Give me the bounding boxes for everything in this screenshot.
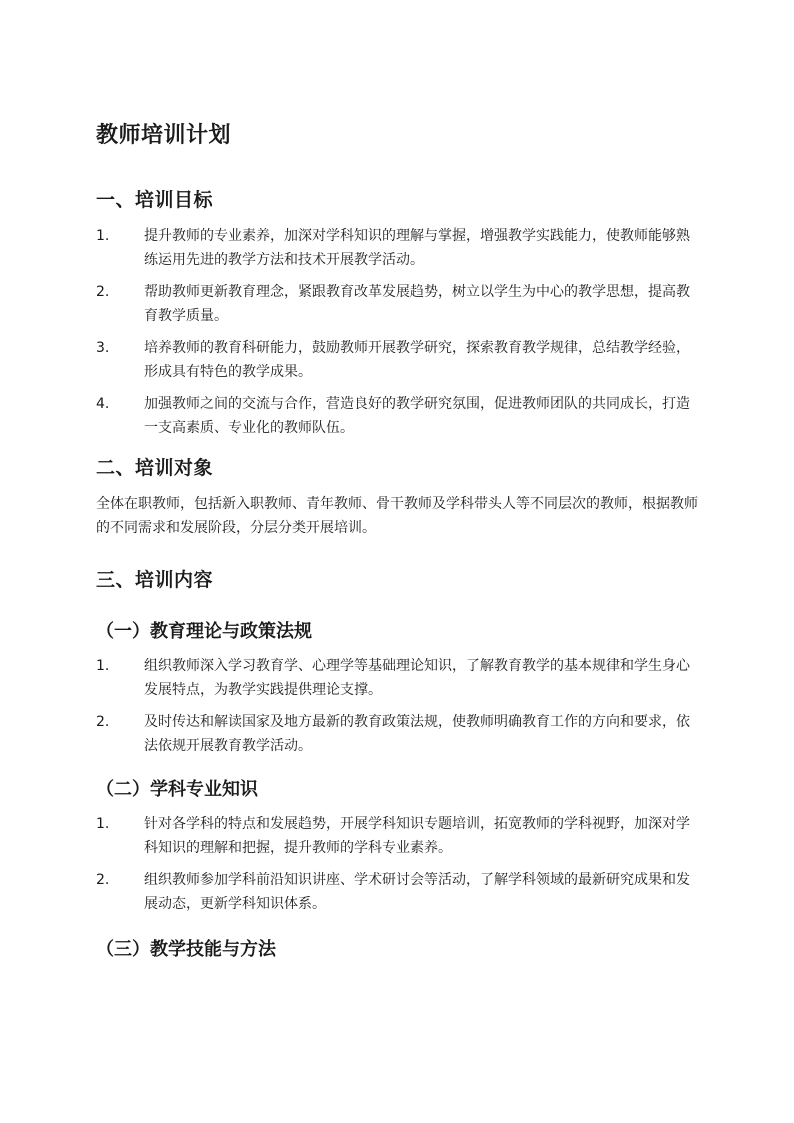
list-item: [96, 812, 698, 860]
list-number: 4.: [96, 396, 110, 412]
list-item-text: 帮助教师更新教育理念，紧跟教育改革发展趋势，树立以学生为中心的教学思想，提高教育教学质量。: [144, 284, 690, 324]
list-item: [96, 868, 698, 916]
subsection-theory: [96, 618, 698, 758]
list-item-text: 提升教师的专业素养，加深对学科知识的理解与掌握，增强教学实践能力，使教师能够熟练运用先进的教学方法和技术开展教学活动。: [144, 228, 690, 268]
list-item: [96, 224, 698, 272]
list-item: [96, 280, 698, 328]
section-heading-content: 三、培训内容: [96, 569, 214, 591]
subsection-heading-subject: （二）学科专业知识: [96, 779, 258, 800]
goals-list: [96, 224, 698, 440]
list-item: [96, 336, 698, 384]
section-goals: [96, 186, 698, 440]
list-item-text: 组织教师参加学科前沿知识讲座、学术研讨会等活动，了解学科领域的最新研究成果和发展动态，更新学科知识体系。: [144, 872, 690, 912]
document-title: 教师培训计划: [96, 123, 232, 148]
list-number: 2.: [96, 872, 110, 888]
list-item-text: 组织教师深入学习教育学、心理学等基础理论知识，了解教育教学的基本规律和学生身心发展特点，为教学实践提供理论支撑。: [144, 658, 690, 698]
section-target: [96, 454, 698, 540]
subsection-subject: [96, 776, 698, 916]
subsection-heading-theory: （一）教育理论与政策法规: [96, 621, 312, 642]
theory-list: [96, 654, 698, 758]
subsection-heading-skills: （三）教学技能与方法: [96, 939, 276, 960]
subject-list: [96, 812, 698, 916]
list-number: 2.: [96, 284, 110, 300]
section-heading-goals: 一、培训目标: [96, 189, 214, 211]
list-item: [96, 654, 698, 702]
subsection-skills: [96, 936, 698, 964]
target-paragraph: 全体在职教师，包括新入职教师、青年教师、骨干教师及学科带头人等不同层次的教师，根据教师的不同需求和发展阶段，分层分类开展培训。: [96, 496, 698, 536]
list-item: [96, 392, 698, 440]
list-item-text: 及时传达和解读国家及地方最新的教育政策法规，使教师明确教育工作的方向和要求，依法依规开展教育教学活动。: [144, 714, 690, 754]
list-item-text: 培养教师的教育科研能力，鼓励教师开展教学研究，探索教育教学规律，总结教学经验，形成具有特色的教学成果。: [144, 340, 690, 380]
list-item-text: 针对各学科的特点和发展趋势，开展学科知识专题培训，拓宽教师的学科视野，加深对学科知识的理解和把握，提升教师的学科专业素养。: [144, 816, 690, 856]
list-number: 1.: [96, 228, 110, 244]
list-item: [96, 710, 698, 758]
list-number: 3.: [96, 340, 110, 356]
list-number: 2.: [96, 714, 110, 730]
list-number: 1.: [96, 658, 110, 674]
list-item-text: 加强教师之间的交流与合作，营造良好的教学研究氛围，促进教师团队的共同成长，打造一支高素质、专业化的教师队伍。: [144, 396, 690, 436]
section-heading-target: 二、培训对象: [96, 457, 214, 479]
list-number: 1.: [96, 816, 110, 832]
